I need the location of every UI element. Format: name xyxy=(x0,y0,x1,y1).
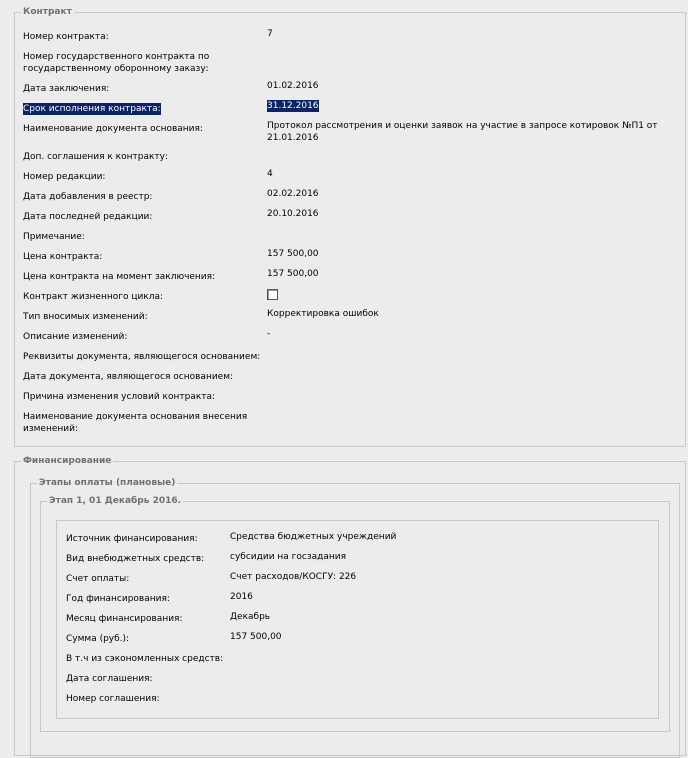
contract-field-label: Описание изменений: xyxy=(23,332,128,342)
contract-field-value: 01.02.2016 xyxy=(267,81,319,91)
financing-field-value: 157 500,00 xyxy=(230,632,282,642)
contract-field-value: Корректировка ошибок xyxy=(267,309,379,319)
contract-field-label: Номер контракта: xyxy=(23,32,109,42)
contract-field-value: 31.12.2016 xyxy=(267,101,319,111)
financing-field-value: 2016 xyxy=(230,592,253,602)
financing-field-label: Вид внебюджетных средств: xyxy=(66,554,205,564)
financing-field-label: В т.ч из сэкономленных средств: xyxy=(66,654,224,664)
contract-field-label: Дата добавления в реестр: xyxy=(23,192,153,202)
financing-field-label: Источник финансирования: xyxy=(66,534,198,544)
financing-field-label: Сумма (руб.): xyxy=(66,634,130,644)
contract-field-label: Примечание: xyxy=(23,232,85,242)
payment-stages-legend: Этапы оплаты (плановые) xyxy=(39,478,176,488)
contract-field-label: Дата последней редакции: xyxy=(23,212,153,222)
contract-field-value: - xyxy=(267,329,271,339)
contract-field-value: 157 500,00 xyxy=(267,269,319,279)
financing-field-value: Счет расходов/КОСГУ: 226 xyxy=(230,572,357,582)
contract-field-label: Реквизиты документа, являющегося основанием: xyxy=(23,352,261,362)
contract-field-label: Наименование документа основания внесения изменений: xyxy=(23,412,248,434)
financing-field-label: Год финансирования: xyxy=(66,594,170,604)
lifecycle-contract-checkbox[interactable] xyxy=(267,289,278,300)
financing-field-value: Средства бюджетных учреждений xyxy=(230,532,397,542)
financing-field-label: Счет оплаты: xyxy=(66,574,130,584)
contract-field-value: 02.02.2016 xyxy=(267,189,319,199)
contract-field-label: Номер редакции: xyxy=(23,172,106,182)
contract-field-label: Дата документа, являющегося основанием: xyxy=(23,372,234,382)
contract-field-value: 20.10.2016 xyxy=(267,209,319,219)
contract-field-label: Тип вносимых изменений: xyxy=(23,312,148,322)
contract-field-label: Дата заключения: xyxy=(23,84,110,94)
financing-field-value: субсидии на госзадания xyxy=(230,552,347,562)
financing-legend: Финансирование xyxy=(23,456,112,466)
contract-field-label: Контракт жизненного цикла: xyxy=(23,292,164,302)
contract-field-label: Доп. соглашения к контракту: xyxy=(23,152,169,162)
financing-field-value: Декабрь xyxy=(230,612,271,622)
contract-field-label: Номер государственного контракта по государственному оборонному заказу: xyxy=(23,52,210,74)
contract-field-value: 4 xyxy=(267,169,273,179)
contract-field-label: Цена контракта: xyxy=(23,252,103,262)
financing-field-label: Месяц финансирования: xyxy=(66,614,183,624)
financing-field-label: Дата соглашения: xyxy=(66,674,153,684)
contract-field-label: Причина изменения условий контракта: xyxy=(23,392,216,402)
contract-legend: Контракт xyxy=(23,7,72,17)
contract-field-value: Протокол рассмотрения и оценки заявок на участие в запросе котировок №П1 от 21.01.2016 xyxy=(267,121,658,143)
financing-field-label: Номер соглашения: xyxy=(66,694,160,704)
stage-legend: Этап 1, 01 Декабрь 2016. xyxy=(49,496,182,506)
contract-field-value: 7 xyxy=(267,29,273,39)
contract-field-label: Срок исполнения контракта: xyxy=(23,104,161,114)
contract-field-value: 157 500,00 xyxy=(267,249,319,259)
contract-field-label: Цена контракта на момент заключения: xyxy=(23,272,216,282)
contract-field-label: Наименование документа основания: xyxy=(23,124,203,134)
